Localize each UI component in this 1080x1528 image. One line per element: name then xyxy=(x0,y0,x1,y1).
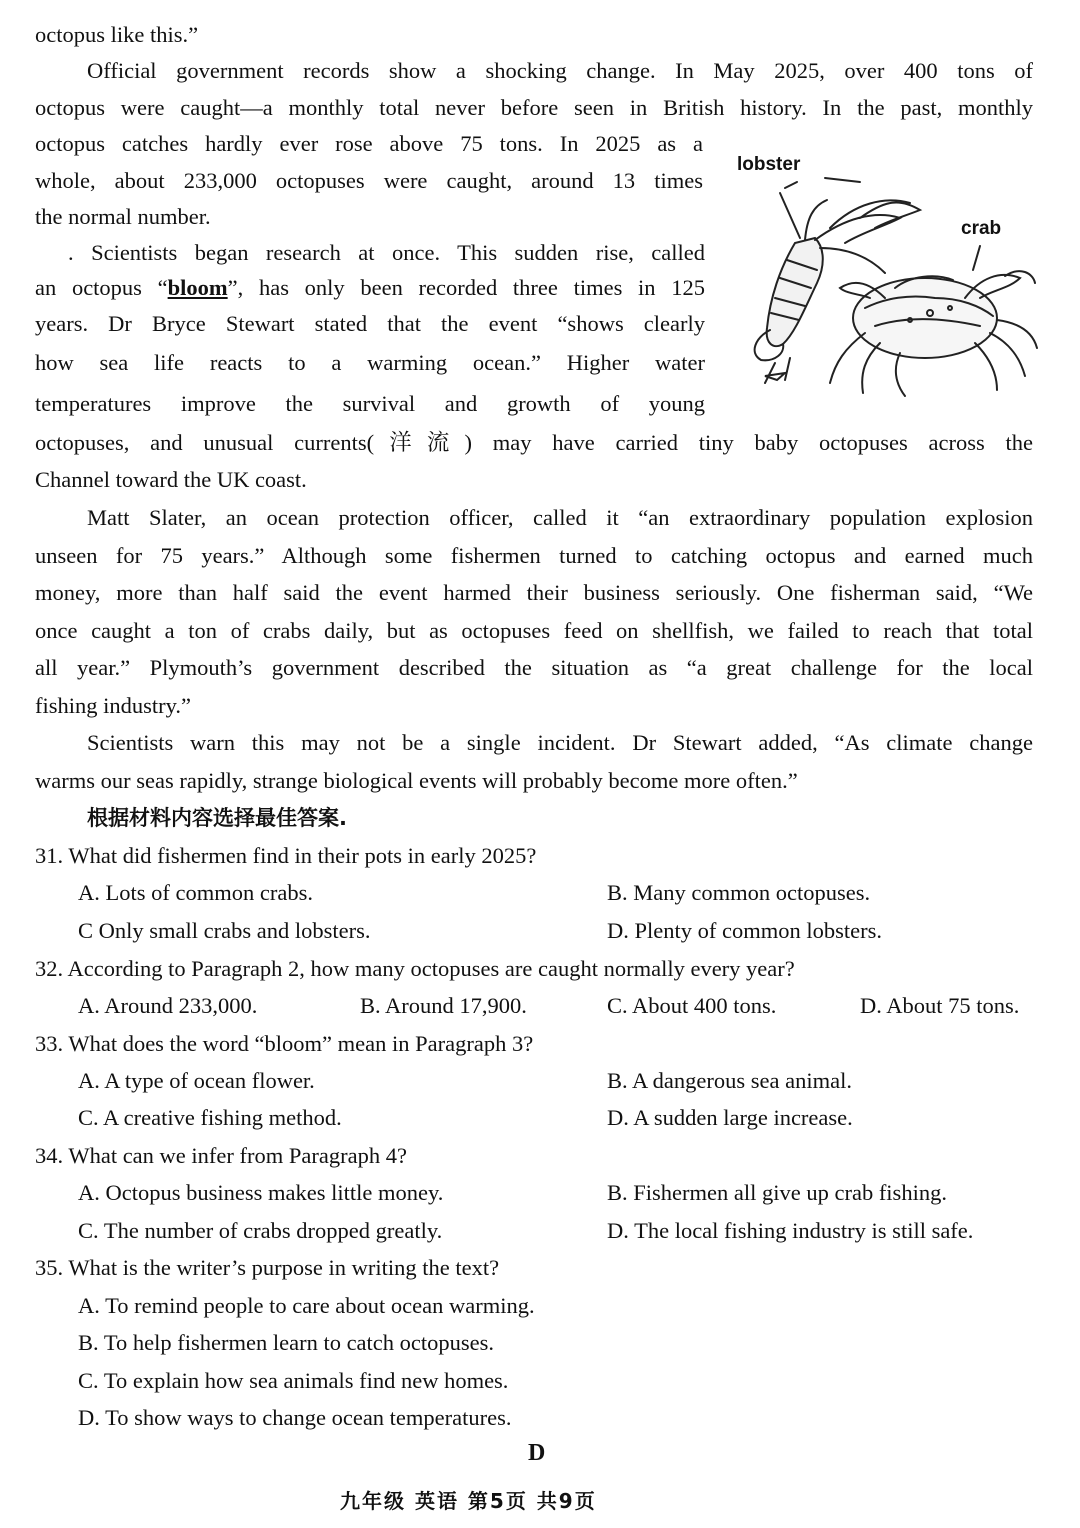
passage-line: once caught a ton of crabs daily, but as octopuses feed on shellfish, we failed to reach that total xyxy=(35,618,1033,643)
option-c: C. To explain how sea animals find new homes. xyxy=(78,1368,509,1393)
passage-line: fishing industry.” xyxy=(35,693,192,718)
option-d: D. About 75 tons. xyxy=(860,993,1020,1018)
passage-line: the normal number. xyxy=(35,204,211,229)
option-d: D. A sudden large increase. xyxy=(607,1105,853,1130)
section-label: D xyxy=(528,1440,546,1466)
option-a: A. Octopus business makes little money. xyxy=(78,1180,444,1205)
instruction: 根据材料内容选择最佳答案. xyxy=(87,806,347,830)
passage-line: octopus like this.” xyxy=(35,22,199,47)
option-c: C. A creative fishing method. xyxy=(78,1105,342,1130)
option-c: C Only small crabs and lobsters. xyxy=(78,918,371,943)
option-c: C. The number of crabs dropped greatly. xyxy=(78,1218,443,1243)
passage-line: money, more than half said the event harmed their business seriously. One fisherman said, “We xyxy=(35,580,1033,605)
figure-label-lobster: lobster xyxy=(737,154,801,175)
option-d: D. To show ways to change ocean temperatures. xyxy=(78,1405,512,1430)
passage-line: years. Dr Bryce Stewart stated that the event “shows clearly xyxy=(35,311,705,336)
option-b: B. To help fishermen learn to catch octopuses. xyxy=(78,1330,495,1355)
lobster-crab-drawing xyxy=(735,148,1040,398)
option-a: A. Around 233,000. xyxy=(78,993,258,1018)
passage-line: unseen for 75 years.” Although some fishermen turned to catching octopus and earned much xyxy=(35,543,1033,568)
option-a: A. Lots of common crabs. xyxy=(78,880,313,905)
option-b: B. Fishermen all give up crab fishing. xyxy=(607,1180,947,1205)
option-d: D. The local fishing industry is still safe. xyxy=(607,1218,974,1243)
option-d: D. Plenty of common lobsters. xyxy=(607,918,882,943)
passage-line: Official government records show a shocking change. In May 2025, over 400 tons of xyxy=(87,58,1033,83)
passage-line: whole, about 233,000 octopuses were caught, around 13 times xyxy=(35,168,703,193)
passage-line: Channel toward the UK coast. xyxy=(35,467,307,492)
figure-label-crab: crab xyxy=(961,218,1002,239)
passage-line: Matt Slater, an ocean protection officer, called it “an extraordinary population explosion xyxy=(87,505,1033,530)
passage-line: . Scientists began research at once. This sudden rise, called xyxy=(68,240,705,265)
option-c: C. About 400 tons. xyxy=(607,993,777,1018)
question-stem: 34. What can we infer from Paragraph 4? xyxy=(35,1143,407,1168)
passage-line: warms our seas rapidly, strange biological events will probably become more often.” xyxy=(35,768,798,793)
passage-line: octopuses, and unusual currents(洋流) may have carried tiny baby octopuses across the xyxy=(35,430,1033,455)
question-stem: 35. What is the writer’s purpose in writing the text? xyxy=(35,1255,500,1280)
option-b: B. Around 17,900. xyxy=(360,993,527,1018)
passage-line: how sea life reacts to a warming ocean.” Higher water xyxy=(35,350,705,375)
passage-line: temperatures improve the survival and growth of young xyxy=(35,391,705,416)
question-stem: 32. According to Paragraph 2, how many octopuses are caught normally every year? xyxy=(35,956,795,981)
passage-line: octopus were caught—a monthly total never before seen in British history. In the past, monthly xyxy=(35,95,1033,120)
passage-line: Scientists warn this may not be a single incident. Dr Stewart added, “As climate change xyxy=(87,730,1033,755)
option-a: A. To remind people to care about ocean warming. xyxy=(78,1293,535,1318)
option-a: A. A type of ocean flower. xyxy=(78,1068,315,1093)
passage-line: octopus catches hardly ever rose above 75 tons. In 2025 as a xyxy=(35,131,703,156)
question-stem: 33. What does the word “bloom” mean in Paragraph 3? xyxy=(35,1031,534,1056)
bloom-word: bloom xyxy=(167,275,228,300)
lobster-crab-illustration xyxy=(735,148,1040,398)
page-footer: 九年级 英语 第5页 共9页 xyxy=(340,1489,597,1513)
question-stem: 31. What did fishermen find in their pots in early 2025? xyxy=(35,843,537,868)
passage-line: an octopus “bloom”, has only been recorded three times in 125 xyxy=(35,275,705,300)
option-b: B. A dangerous sea animal. xyxy=(607,1068,852,1093)
option-b: B. Many common octopuses. xyxy=(607,880,871,905)
passage-line: all year.” Plymouth’s government described the situation as “a great challenge for the local xyxy=(35,655,1033,680)
